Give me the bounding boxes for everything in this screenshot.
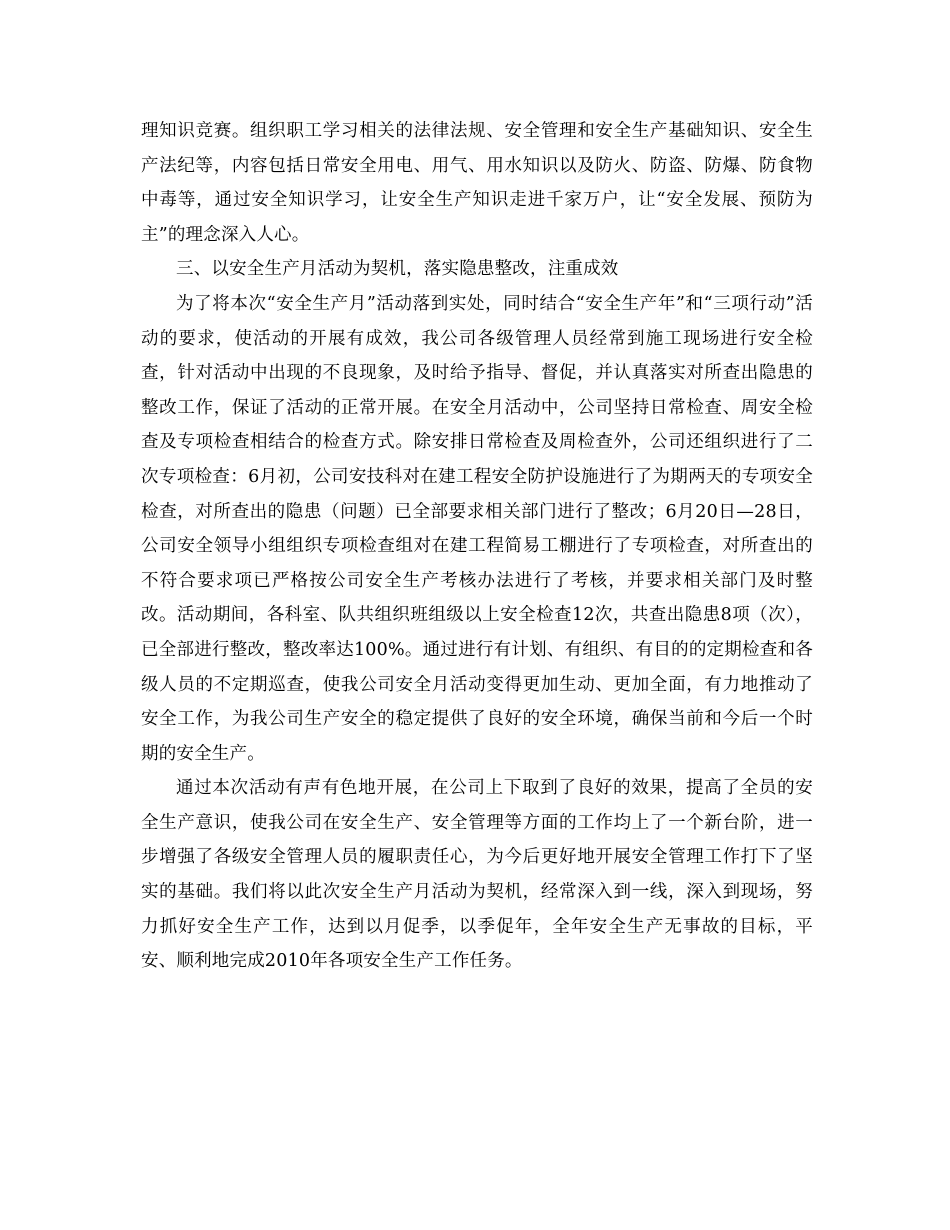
section-heading-three: 三、以安全生产月活动为契机，落实隐患整改，注重成效 <box>176 259 619 280</box>
paragraph-inspection-details: 为了将本次“安全生产月”活动落到实处，同时结合“安全生产年”和“三项行动”活动的要求，使活动的开展有成效，我公司各级管理人员经常到施工现场进行安全检查，针对活动中出现的不良现象，及时给予指导、督促，并认真落实对所查出隐患的整改工作，保证了活动的正常开展。在安全月活动中，公司坚持日常检查、周安全检查及专项检查相结合的检查方式。除安排日常检查及周检查外，公司还组织进行了二次专项检查：6月初，公司安技科对在建工程安全防护设施进行了为期两天的专项安全检查，对所查出的隐患（问题）已全部要求相关部门进行了整改；6月20日—28日，公司安全领导小组组织专项检查组对在建工程简易工棚进行了专项检查，对所查出的不符合要求项已严格按公司安全生产考核办法进行了考核，并要求相关部门及时整改。活动期间，各科室、队共组织班组级以上安全检查12次，共查出隐患8项（次），已全部进行整改，整改率达100%。通过进行有计划、有组织、有目的的定期检查和各级人员的不定期巡查，使我公司安全月活动变得更加生动、更加全面，有力地推动了安全工作，为我公司生产安全的稳定提供了良好的安全环境，确保当前和今后一个时期的安全生产。 <box>141 293 813 764</box>
document-body <box>141 114 813 979</box>
paragraph-continued-knowledge-contest: 理知识竞赛。组织职工学习相关的法律法规、安全管理和安全生产基础知识、安全生产法纪等，内容包括日常安全用电、用气、用水知识以及防火、防盗、防爆、防食物中毒等，通过安全知识学习，让安全生产知识走进千家万户，让“安全发展、预防为主”的理念深入人心。 <box>141 121 813 245</box>
paragraph-conclusion: 通过本次活动有声有色地开展，在公司上下取到了良好的效果，提高了全员的安全生产意识，使我公司在安全生产、安全管理等方面的工作均上了一个新台阶，进一步增强了各级安全管理人员的履职责任心，为今后更好地开展安全管理工作打下了坚实的基础。我们将以此次安全生产月活动为契机，经常深入到一线，深入到现场，努力抓好安全生产工作，达到以月促季，以季促年，全年安全生产无事故的目标，平安、顺利地完成2010年各项安全生产工作任务。 <box>141 778 813 972</box>
